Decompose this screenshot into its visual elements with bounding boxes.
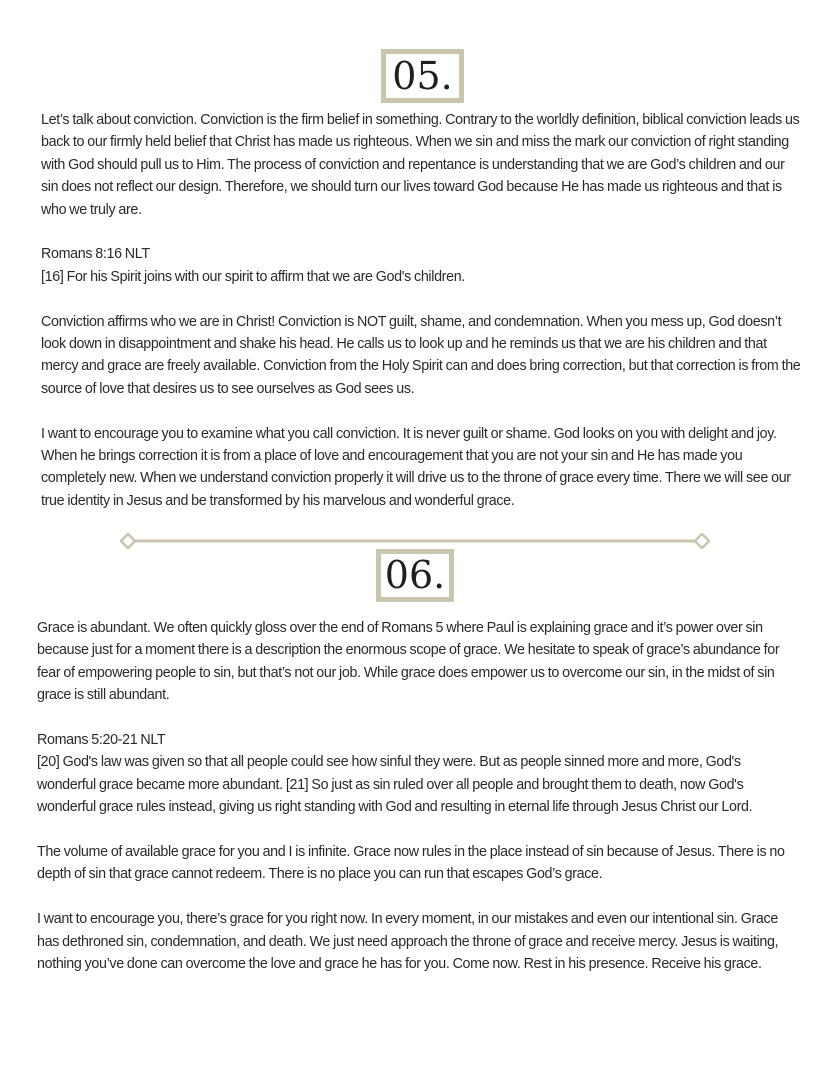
scripture-text: [20] God's law was given so that all people could see how sinful they were. But as people sinned more and more, God's wonderful grace became more abundant. [21] So just as sin ruled over all people and brought them to death, now God's wonderful grace rules instead, giving us right standing with God and resulting in eternal life through Jesus Christ our Lord. [37,754,753,816]
section-06-scripture [37,729,797,819]
divider-diamond-left [121,534,135,548]
section-05-scripture [41,243,801,288]
section-number-05 [381,49,464,103]
section-number-06 [376,549,454,602]
section-05-paragraph-3: I want to encourage you to examine what you call conviction. It is never guilt or shame. God looks on you with delight and joy. When he brings correction it is from a place of love and encouragement that you are not your sin and He has made you completely new. When we understand conviction properly it will drive us to the throne of grace every time. There we will see our true identity in Jesus and be transformed by his marvelous and wonderful grace. [41,425,791,509]
scripture-reference: Romans 5:20-21 NLT [37,732,166,749]
section-06-paragraph-3: I want to encourage you, there’s grace for you right now. In every moment, in our mistakes and even our intentional sin. Grace has dethroned sin, condemnation, and death. We just need approach the throne of grace and receive mercy. Jesus is waiting, nothing you’ve done can overcome the love and grace he has for you. Come now. Rest in his presence. Receive his grace. [37,911,779,973]
section-number-06-text: 06. [384,553,446,597]
section-06-body [37,617,797,975]
section-number-05-text: 05. [392,54,453,98]
section-05-body [41,109,801,512]
scripture-reference: Romans 8:16 NLT [41,246,150,263]
section-06-paragraph-1: Grace is abundant. We often quickly gloss over the end of Romans 5 where Paul is explaining grace and it’s power over sin because just for a moment there is a description the enormous scope of grace. We hesitate to speak of grace’s abundance for fear of empowering people to sin, but that’s not our job. While grace does empower us to overcome our sin, in the midst of sin grace is still abundant. [37,620,780,704]
divider-diamond-right [695,534,709,548]
section-divider [120,533,710,549]
section-06-paragraph-2: The volume of available grace for you and I is infinite. Grace now rules in the place instead of sin because of Jesus. There is no depth of sin that grace cannot redeem. There is no place you can run that escapes God’s grace. [37,844,785,883]
scripture-text: [16] For his Spirit joins with our spirit to affirm that we are God's children. [41,268,465,285]
section-05-paragraph-1: Let’s talk about conviction. Conviction is the firm belief in something. Contrary to the worldly definition, biblical conviction leads us back to our firmly held belief that Christ has made us righteous. When we sin and miss the mark our conviction of right standing with God should pull us to Him. The process of conviction and repentance is understanding that we are God’s children and our sin does not reflect our design. Therefore, we should turn our lives toward God because He has made us righteous and that is who we truly are. [41,112,800,218]
section-05-paragraph-2: Conviction affirms who we are in Christ! Conviction is NOT guilt, shame, and condemnation. When you mess up, God doesn’t look down in disappointment and shake his head. He calls us to look up and he reminds us that we are his children and that mercy and grace are freely available. Conviction from the Holy Spirit can and does bring correction, but that correction is from the source of love that desires us to see ourselves as God sees us. [41,313,801,397]
